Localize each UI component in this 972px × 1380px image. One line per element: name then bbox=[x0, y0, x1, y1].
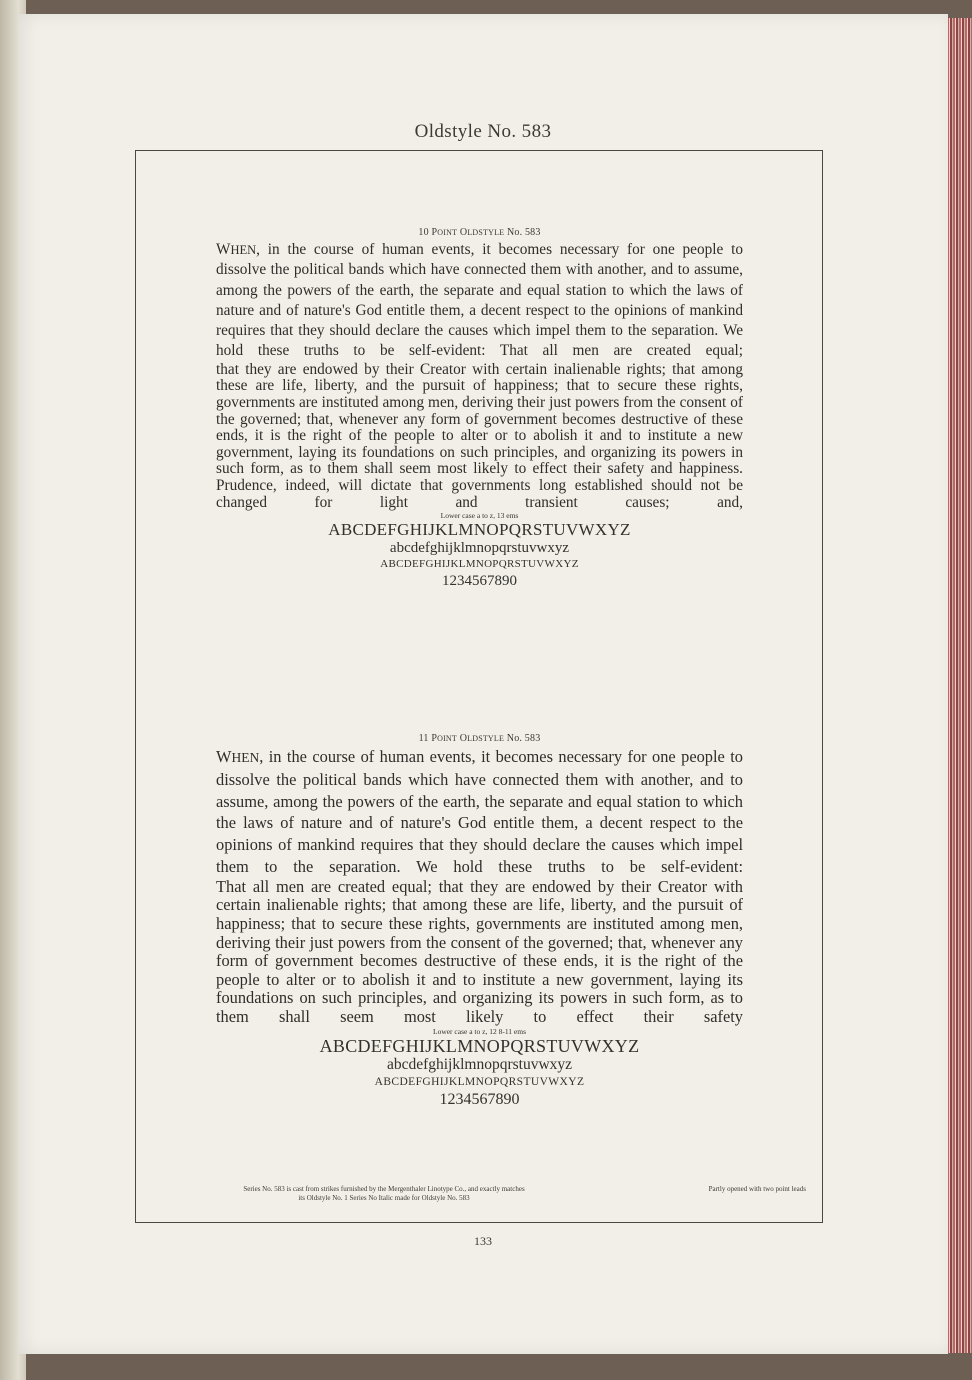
paragraph-text: , in the course of human events, it becomes necessary for one people to dissolve the political bands which have connected them with another, and to assume, among the powers of the earth, the separate and equal station to which the laws of nature and of nature's God entitle them, a decent respect to the opinions of mankind requires that they should declare the causes which impel them to the separation. We hold these truths to be self-evident: bbox=[216, 747, 743, 876]
alphabet-specimen bbox=[216, 511, 743, 591]
book-page bbox=[18, 14, 948, 1354]
specimen-note: Lower case a to z, 12 8-11 ems bbox=[432, 1026, 527, 1036]
caption-part: 11 P bbox=[418, 733, 438, 744]
caption-part: OINT bbox=[437, 228, 458, 237]
specimen-frame bbox=[135, 150, 823, 1223]
page-number: 133 bbox=[474, 1234, 492, 1248]
figures: 1234567890 bbox=[439, 1090, 520, 1108]
first-word-small-caps: HEN bbox=[230, 243, 257, 257]
footnote-line: its Oldstyle No. 1 Series No Italic made for Oldstyle No. 583 bbox=[298, 1193, 470, 1202]
alphabet-specimen bbox=[216, 1027, 743, 1110]
solid-paragraph: That all men are created equal; that they are endowed by their Creator with certain inalienable rights; that among these are life, liberty, and the pursuit of happiness; that to secure these rights, governments are instituted among men, deriving their just powers from the consent of the governed; that, whenever any form of government becomes destructive of these ends, it is the right of the people to alter or to abolish it and to institute a new government, laying its foundations on such principles, and organizing its powers in such form, as to them shall seem most likely to effect their safety bbox=[216, 876, 743, 1026]
lowercase-alphabet: abcdefghijklmnopqrstuvwxyz bbox=[386, 1055, 573, 1073]
small-caps-alphabet: ABCDEFGHIJKLMNOPQRSTUVWXYZ bbox=[374, 1075, 585, 1088]
caption-part: 10 P bbox=[418, 227, 438, 238]
body-text bbox=[216, 746, 743, 1027]
page-block-edge bbox=[944, 18, 972, 1353]
specimen-note: Lower case a to z, 13 ems bbox=[440, 511, 519, 521]
caption-part: O bbox=[457, 227, 468, 238]
section-11-point bbox=[216, 733, 743, 1110]
small-caps-alphabet: ABCDEFGHIJKLMNOPQRSTUVWXYZ bbox=[380, 558, 579, 571]
caption-part: No. 583 bbox=[504, 733, 541, 744]
solid-paragraph: that they are endowed by their Creator with certain inalienable rights; that among these are life, liberty, and the pursuit of happiness; that to secure these rights, governments are instituted among men, deriving their just powers from the consent of the governed; that, whenever any form of government becomes destructive of these ends, it is the right of the people to alter or to abolish it and to institute a new government, laying its foundations on such principles, and organizing its powers in such form, as to them shall seem most likely to effect their safety and happiness. Prudence, indeed, will dictate that governments long established should not be changed for light and transient causes; and, bbox=[216, 360, 743, 511]
leaded-paragraph bbox=[216, 240, 743, 362]
caption-part: LDSTYLE bbox=[467, 228, 505, 237]
first-word-small-caps: HEN bbox=[231, 750, 260, 765]
first-word-cap: W bbox=[216, 747, 232, 766]
figures: 1234567890 bbox=[442, 573, 517, 590]
paragraph-text: , in the course of human events, it becomes necessary for one people to dissolve the political bands which have connected them with another, and to assume, among the powers of the earth, the separate and equal station to which the laws of nature and of nature's God entitle them, a decent respect to the opinions of mankind requires that they should declare the causes which impel them to the separation. We hold these truths to be self-evident: That all men are created equal; bbox=[216, 241, 743, 360]
lowercase-alphabet: abcdefghijklmnopqrstuvwxyz bbox=[389, 540, 570, 557]
caps-alphabet: ABCDEFGHIJKLMNOPQRSTUVWXYZ bbox=[319, 1035, 640, 1056]
caps-alphabet: ABCDEFGHIJKLMNOPQRSTUVWXYZ bbox=[328, 520, 631, 540]
leaded-paragraph bbox=[216, 746, 743, 878]
caption-part: No. 583 bbox=[504, 227, 541, 238]
footnote-left bbox=[164, 1185, 604, 1202]
section-10-point bbox=[216, 227, 743, 591]
first-word-cap: W bbox=[216, 241, 231, 258]
section-caption bbox=[216, 227, 743, 238]
footnote-right: Partly opened with two point leads bbox=[708, 1185, 806, 1193]
caption-part: O bbox=[457, 733, 468, 744]
caption-part: LDSTYLE bbox=[467, 734, 505, 743]
caption-part: OINT bbox=[437, 734, 457, 743]
page-header: Oldstyle No. 583 bbox=[414, 121, 552, 142]
section-caption bbox=[216, 733, 743, 744]
footnote-line: Series No. 583 is cast from strikes furnished by the Mergenthaler Linotype Co., and exactly matches bbox=[243, 1185, 525, 1193]
body-text bbox=[216, 240, 743, 511]
